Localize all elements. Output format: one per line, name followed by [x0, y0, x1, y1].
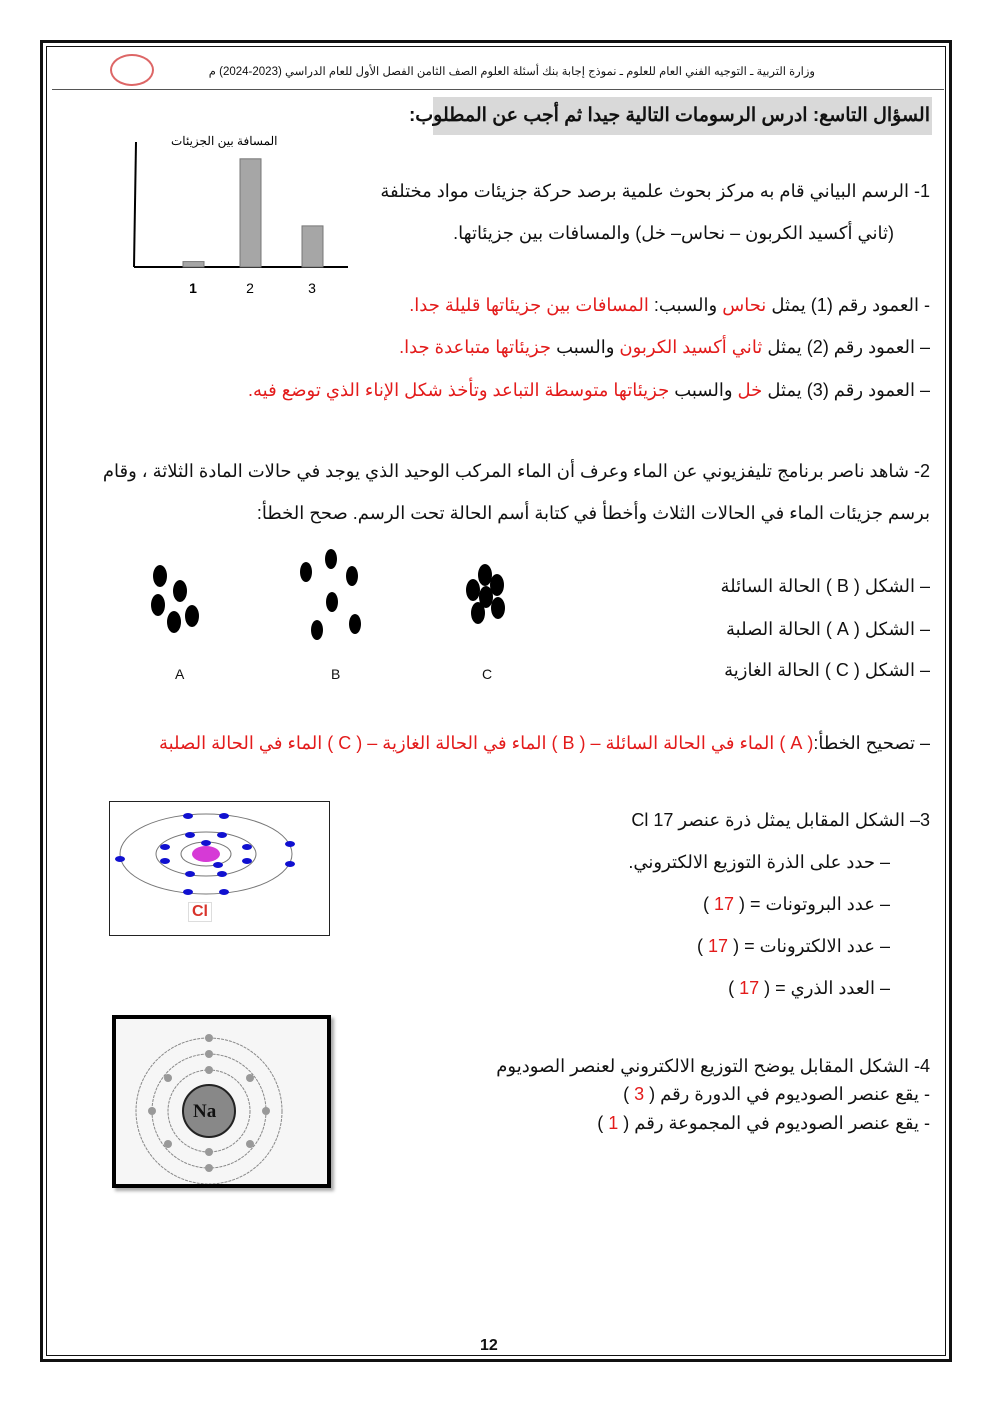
header-divider	[52, 89, 944, 90]
text-segment: 4- الشكل المقابل يوضح التوزيع الالكتروني لعنصر الصوديوم	[496, 1056, 930, 1076]
page-number: 12	[480, 1337, 498, 1354]
q4-group	[597, 1111, 930, 1135]
text-segment: 17	[648, 810, 674, 830]
bar-2	[240, 159, 261, 267]
text-segment: )	[623, 1084, 635, 1104]
q3-protons	[703, 892, 890, 916]
bar-3	[302, 226, 323, 267]
molecule-diagrams	[140, 545, 520, 655]
shape-a-molecules	[151, 565, 199, 633]
q3-atomic-number	[728, 976, 890, 1000]
q1-answer-2	[399, 335, 930, 359]
text-segment: – الشكل ( B ) الحالة السائلة	[720, 576, 930, 596]
q3-electrons	[697, 934, 890, 958]
text-segment: نحاس	[722, 295, 767, 315]
q1-line2	[453, 221, 894, 245]
q3-line2	[628, 850, 890, 874]
text-segment: 17	[739, 978, 760, 998]
text-segment: – عدد الالكترونات = (	[728, 936, 890, 956]
x-tick-label: 2	[246, 280, 254, 296]
text-segment: جزيئاتها متوسطة التباعد وتأخذ شكل الإناء الذي توضع فيه.	[248, 380, 670, 400]
text-segment: خل	[737, 380, 763, 400]
q2-line2	[257, 501, 930, 525]
text-segment: 3– الشكل المقابل يمثل ذرة عنصر	[673, 810, 930, 830]
shape-label-a: A	[175, 666, 185, 682]
text-segment: ثاني أكسيد الكربون	[619, 337, 763, 357]
text-segment: المسافات بين جزيئاتها قليلة جدا.	[409, 295, 649, 315]
text-segment: )	[702, 894, 714, 914]
text-segment: - يقع عنصر الصوديوم في المجموعة رقم (	[618, 1113, 930, 1133]
q2-item-1	[720, 574, 930, 598]
chlorine-atom-diagram	[110, 802, 329, 935]
bar-1	[183, 262, 204, 267]
bar-chart	[60, 128, 360, 303]
y-axis-label: المسافة بين الجزيئات	[171, 134, 278, 148]
ministry-seal-logo	[110, 54, 154, 86]
nucleus	[192, 846, 220, 862]
shape-label-c: C	[482, 666, 493, 682]
sodium-atom-figure	[112, 1015, 331, 1188]
text-segment: 17	[713, 894, 734, 914]
q2-line1	[103, 459, 930, 483]
chlorine-symbol-label: Cl	[188, 902, 212, 922]
shape-label-b: B	[331, 666, 341, 682]
q3-line1	[631, 808, 930, 832]
page-header: وزارة التربية ـ التوجيه الفني العام للعلوم ـ نموذج إجابة بنك أسئلة العلوم الصف الثامن الفصل الأول للعام الدراسي (2023-2024) م	[208, 66, 815, 78]
q2-item-3	[724, 658, 930, 682]
text-segment: (ثاني أكسيد الكربون – نحاس– خل) والمسافات بين جزيئاتها.	[453, 223, 894, 243]
text-segment: برسم جزيئات الماء في الحالات الثلاث وأخطأ في كتابة أسم الحالة تحت الرسم. صحح الخطأ:	[256, 503, 930, 523]
text-segment: والسبب	[551, 337, 620, 357]
q2-item-2	[726, 617, 930, 641]
sodium-atom-diagram	[116, 1019, 327, 1184]
question-title: السؤال التاسع: ادرس الرسومات التالية جيدا ثم أجب عن المطلوب:	[433, 97, 932, 135]
shape-c-molecules	[466, 564, 505, 624]
text-segment: 1	[608, 1113, 619, 1133]
text-segment: – الشكل ( C ) الحالة الغازية	[724, 660, 930, 680]
text-segment: – العدد الذري = (	[759, 978, 890, 998]
q2-correction	[159, 731, 930, 755]
text-segment: 3	[634, 1084, 645, 1104]
q1-line1	[380, 179, 930, 203]
chlorine-atom-figure	[109, 801, 330, 936]
text-segment: Cl	[631, 810, 649, 830]
shape-b-molecules	[300, 549, 361, 640]
text-segment: - يقع عنصر الصوديوم في الدورة رقم (	[644, 1084, 930, 1104]
x-tick-label: 3	[308, 280, 316, 296]
text-segment: 17	[708, 936, 729, 956]
text-segment: – العمود رقم (3) يمثل	[762, 380, 930, 400]
text-segment: ( A ) الماء في الحالة السائلة – ( B ) الماء في الحالة الغازية – ( C ) الماء في الحالة الصلبة	[158, 733, 814, 753]
text-segment: جزيئاتها متباعدة جدا.	[399, 337, 552, 357]
text-segment: – تصحيح الخطأ:	[813, 733, 930, 753]
text-segment: )	[597, 1113, 609, 1133]
text-segment: – الشكل ( A ) الحالة الصلبة	[726, 619, 930, 639]
q4-line1	[496, 1054, 930, 1078]
text-segment: 1- الرسم البياني قام به مركز بحوث علمية برصد حركة جزيئات مواد مختلفة	[380, 181, 930, 201]
sodium-symbol-label: Na	[193, 1101, 217, 1122]
q1-answer-1	[409, 293, 930, 317]
q1-answer-3	[248, 378, 930, 402]
y-axis	[134, 142, 136, 267]
text-segment: – حدد على الذرة التوزيع الالكتروني.	[628, 852, 890, 872]
text-segment: - العمود رقم (1) يمثل	[766, 295, 930, 315]
text-segment: – العمود رقم (2) يمثل	[762, 337, 930, 357]
q4-period	[623, 1082, 930, 1106]
text-segment: )	[697, 936, 709, 956]
text-segment: والسبب	[669, 380, 738, 400]
text-segment: )	[728, 978, 740, 998]
text-segment: والسبب:	[648, 295, 723, 315]
text-segment: 2- شاهد ناصر برنامج تليفزيوني عن الماء وعرف أن الماء المركب الوحيد الذي يوجد في حالات المادة الثلاثة ، وقام	[102, 461, 930, 481]
x-tick-label: 1	[189, 280, 197, 296]
text-segment: – عدد البروتونات = (	[733, 894, 890, 914]
